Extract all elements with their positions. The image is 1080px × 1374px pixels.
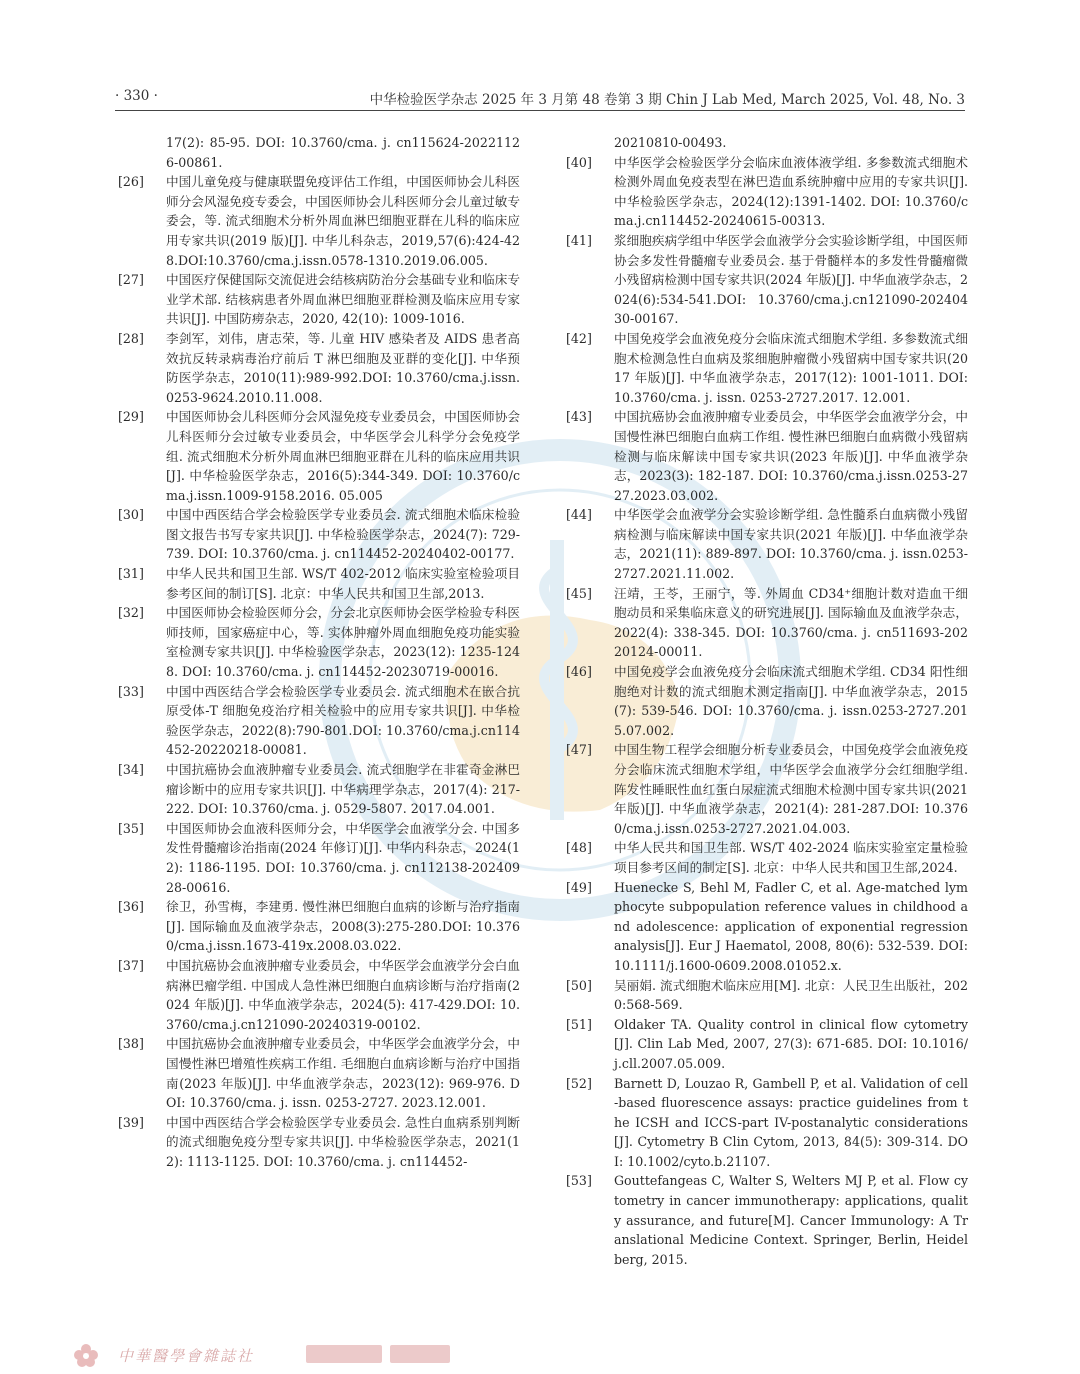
reference-number: [27] (118, 272, 144, 288)
reference-text: 中国中西医结合学会检验医学专业委员会. 急性白血病系别判断的流式细胞免疫分型专家共识[J]. 中华检验医学杂志，2021(12): 1113-1125. DOI: 10.3760/cma. j. cn114452- (166, 1114, 520, 1169)
reference-number: [50] (566, 977, 592, 993)
journal-citation: 中华检验医学杂志 2025 年 3 月第 48 卷第 3 期 Chin J Lab Med, March 2025, Vol. 48, No. 3 (369, 92, 965, 108)
reference-number: [33] (118, 683, 144, 699)
reference-text: Gouttefangeas C, Walter S, Welters MJ P, et al. Flow cytometry in cancer immunotherapy: applications, quality assurance, and future[M]. Cancer Immunology: A Translational Medicine Context. Springer, Berlin, Heidelberg, 2015. (614, 1173, 968, 1267)
reference-item (118, 329, 520, 407)
header-divider (115, 110, 965, 111)
footer-wechat-logo-icon (306, 1345, 382, 1363)
reference-number: [43] (566, 409, 592, 425)
reference-number: [39] (118, 1114, 144, 1130)
reference-number: [44] (566, 507, 592, 523)
reference-number: [42] (566, 330, 592, 346)
reference-item (118, 760, 520, 819)
reference-text: 浆细胞疾病学组中华医学会血液学分会实验诊断学组，中国医师协会多发性骨髓瘤专业委员会. 基于骨髓样本的多发性骨髓瘤微小残留病检测中国专家共识(2024 年版)[J]. 中华血液学杂志，2024(6):534-541.DOI: 10.3760/cma.j.cn121090-20240430-00167. (614, 232, 968, 327)
reference-text: 中国生物工程学会细胞分析专业委员会，中国免疫学会血液免疫分会临床流式细胞术学组，中华医学会血液学分会红细胞学组. 阵发性睡眠性血红蛋白尿症流式细胞术检测中国专家共识(2021 年版)[J]. 中华血液学杂志，2021(4): 281-287.DOI: 10.3760/cma.j.issn.0253-2727.2021.04.003. (614, 742, 968, 836)
reference-item (566, 740, 968, 838)
reference-item (566, 878, 968, 976)
reference-item (566, 584, 968, 662)
reference-number: [31] (118, 566, 144, 582)
reference-text: Barnett D, Louzao R, Gambell P, et al. Validation of cell-based fluorescence assays: practice guidelines from the ICSH and ICCS-part IV-postanalytic considerations[J]. Cytometry B Clin Cytom, 2013, 84(5): 309-314. DOI: 10.1002/cyto.b.21107. (614, 1075, 968, 1169)
reference-item (118, 819, 520, 897)
running-header (115, 86, 965, 110)
reference-item (566, 1015, 968, 1074)
reference-list-left (118, 172, 520, 1171)
reference-item (118, 564, 520, 603)
reference-continuation: 20210810-00493. (614, 135, 727, 150)
flower-logo-icon (72, 1342, 100, 1368)
reference-number: [35] (118, 820, 144, 836)
reference-text: 中国医师协会血液科医师分会，中华医学会血液学分会. 中国多发性骨髓瘤诊治指南(2024 年修订)[J]. 中华内科杂志，2024(12): 1186-1195. DOI: 10.3760/cma. j. cn112138-20240928-00616. (166, 820, 520, 895)
reference-number: [41] (566, 232, 592, 248)
reference-number: [47] (566, 742, 592, 758)
reference-item (566, 505, 968, 583)
reference-number: [49] (566, 879, 592, 895)
reference-text: 中国抗癌协会血液肿瘤专业委员会，中华医学会血液学分会，中国慢性淋巴细胞白血病工作组. 慢性淋巴细胞白血病微小残留病检测与临床解读中国专家共识(2023 年版)[J]. 中华血液学杂志，2023(3): 182-187. DOI: 10.3760/cma.j.issn.0253-2727.2023.03.002. (614, 409, 968, 503)
reference-number: [38] (118, 1036, 144, 1052)
reference-text: 汪靖，王苓，王丽宁，等. 外周血 CD34⁺细胞计数对造血干细胞动员和采集临床意义的研究进展[J]. 国际输血及血液学杂志，2022(4): 338-345. DOI: 10.3760/cma. j. cn511693-20220124-00011. (614, 585, 968, 660)
reference-text: 中国中西医结合学会检验医学专业委员会. 流式细胞术在嵌合抗原受体-T 细胞免疫治疗相关检验中的应用专家共识[J]. 中华检验医学杂志，2022(8):790-801.DOI: 10.3760/cma.j.cn114452-20220218-00081. (166, 683, 520, 758)
reference-item (118, 897, 520, 956)
reference-text: Oldaker TA. Quality control in clinical flow cytometry[J]. Clin Lab Med, 2007, 27(3): 671-685. DOI: 10.1016/j.cll.2007.05.009. (614, 1016, 968, 1071)
reference-number: [45] (566, 585, 592, 601)
publisher-name: 中華醫學會雜誌社 (118, 1347, 255, 1365)
reference-text: 中国抗癌协会血液肿瘤专业委员会，中华医学会血液学分会，中国慢性淋巴增殖性疾病工作组. 毛细胞白血病诊断与治疗中国指南(2023 年版)[J]. 中华血液学杂志，2023(12): 969-976. DOI: 10.3760/cma. j. issn. 0253-2727. 2023.12.001. (166, 1036, 520, 1111)
reference-text: 徐卫，孙雪梅，李建勇. 慢性淋巴细胞白血病的诊断与治疗指南[J]. 国际输血及血液学杂志，2008(3):275-280.DOI: 10.3760/cma.j.issn.1673-419x.2008.03.022. (166, 899, 520, 954)
reference-number: [29] (118, 409, 144, 425)
reference-item (118, 1034, 520, 1112)
reference-number: [26] (118, 174, 144, 190)
publisher-footer (72, 1342, 512, 1368)
reference-text: 中国医师协会儿科医师分会风湿免疫专业委员会，中国医师协会儿科医师分会过敏专业委员会，中华医学会儿科学分会免疫学组. 流式细胞术分析外周血淋巴细胞亚群在儿科的临床应用共识[J]. 中华检验医学杂志，2016(5):344-349. DOI: 10.3760/cma.j.issn.1009-9158.2016. 05.005 (166, 409, 520, 503)
reference-item (118, 407, 520, 505)
reference-item (566, 1171, 968, 1269)
reference-item (566, 231, 968, 329)
reference-number: [30] (118, 507, 144, 523)
reference-text: 中国医疗保健国际交流促进会结核病防治分会基础专业和临床专业学术部. 结核病患者外周血淋巴细胞亚群检测及临床应用专家共识[J]. 中国防痨杂志，2020, 42(10): 1009-1016. (166, 272, 520, 327)
reference-number: [53] (566, 1173, 592, 1189)
reference-item (566, 153, 968, 231)
reference-text: 中华人民共和国卫生部. WS/T 402-2012 临床实验室检验项目参考区间的制订[S]. 北京：中华人民共和国卫生部,2013. (166, 566, 520, 601)
reference-item (566, 407, 968, 505)
reference-item (566, 662, 968, 740)
footer-brand-logo-icon (390, 1345, 450, 1363)
reference-text: 中国儿童免疫与健康联盟免疫评估工作组，中国医师协会儿科医师分会风湿免疫专委会，中国医师协会儿科医师分会儿童过敏专委会，等. 流式细胞术分析外周血淋巴细胞亚群在儿科的临床应用专家共识(2019 版)[J]. 中华儿科杂志，2019,57(6):424-428.DOI:10.3760/cma.j.issn.0578-1310.2019.06.005. (166, 174, 520, 268)
page-number: · 330 · (115, 88, 158, 104)
reference-item (566, 838, 968, 877)
reference-number: [34] (118, 762, 144, 777)
reference-text: 中华医学会检验医学分会临床血液体液学组. 多参数流式细胞术检测外周血免疫表型在淋巴造血系统肿瘤中应用的专家共识[J]. 中华检验医学杂志，2024(12):1391-1402. DOI: 10.3760/cma.j.cn114452-20240615-00313. (614, 154, 968, 229)
reference-item (118, 1113, 520, 1172)
reference-number: [46] (566, 664, 592, 680)
reference-list-right (566, 153, 968, 1270)
reference-item (118, 956, 520, 1034)
reference-text: 中国抗癌协会血液肿瘤专业委员会，中华医学会血液学分会白血病淋巴瘤学组. 中国成人急性淋巴细胞白血病诊断与治疗指南(2024 年版)[J]. 中华血液学杂志，2024(5): 417-429.DOI: 10.3760/cma.j.cn121090-20240319-00102. (166, 957, 520, 1032)
reference-item (118, 172, 520, 270)
reference-item (566, 1074, 968, 1172)
reference-number: [28] (118, 330, 144, 346)
reference-text: 中华人民共和国卫生部. WS/T 402-2024 临床实验室定量检验项目参考区间的制定[S]. 北京：中华人民共和国卫生部,2024. (614, 840, 968, 875)
reference-item (118, 270, 520, 329)
reference-text: 中国免疫学会血液免疫分会临床流式细胞术学组. CD34 阳性细胞绝对计数的流式细胞术测定指南[J]. 中华血液学杂志，2015(7): 539-546. DOI: 10.3760/cma. j. issn.0253-2727.2015.07.002. (614, 664, 968, 738)
reference-number: [36] (118, 899, 144, 915)
reference-item (118, 505, 520, 564)
reference-item (118, 682, 520, 760)
reference-text: 李剑军，刘伟，唐志荣，等. 儿童 HIV 感染者及 AIDS 患者高效抗反转录病毒治疗前后 T 淋巴细胞及亚群的变化[J]. 中华预防医学杂志，2010(11):989-992.DOI: 10.3760/cma.j.issn.0253-9624.2010.11.008. (166, 330, 520, 405)
reference-item (566, 976, 968, 1015)
reference-number: [40] (566, 154, 592, 170)
reference-continuation: 17(2): 85-95. DOI: 10.3760/cma. j. cn115624-20221126-00861. (166, 135, 520, 170)
reference-number: [52] (566, 1075, 592, 1091)
reference-text: 中国抗癌协会血液肿瘤专业委员会. 流式细胞学在非霍奇金淋巴瘤诊断中的应用专家共识[J]. 中华病理学杂志，2017(4): 217-222. DOI: 10.3760/cma. j. 0529-5807. 2017.04.001. (166, 762, 520, 817)
reference-text: 吴丽娟. 流式细胞术临床应用[M]. 北京：人民卫生出版社，2020:568-569. (614, 977, 968, 1013)
left-column (118, 133, 520, 1171)
reference-item (118, 603, 520, 681)
right-column (566, 133, 968, 1269)
reference-item (566, 329, 968, 407)
reference-text: 中国中西医结合学会检验医学专业委员会. 流式细胞术临床检验图文报告书写专家共识[J]. 中华检验医学杂志，2024(7): 729-739. DOI: 10.3760/cma. j. cn114452-20240402-00177. (166, 507, 520, 562)
reference-number: [51] (566, 1016, 592, 1032)
reference-text: 中国免疫学会血液免疫分会临床流式细胞术学组. 多参数流式细胞术检测急性白血病及浆细胞肿瘤微小残留病中国专家共识(2017 年版)[J]. 中华血液学杂志，2017(12): 1001-1011. DOI: 10.3760/cma. j. issn. 0253-2727.2017. 12.001. (614, 330, 968, 405)
reference-number: [37] (118, 957, 144, 973)
reference-text: 中国医师协会检验医师分会，分会北京医师协会医学检验专科医师技师，国家癌症中心，等. 实体肿瘤外周血细胞免疫功能实验室检测专家共识[J]. 中华检验医学杂志，2023(12): 1235-1248. DOI: 10.3760/cma. j. cn114452-20230719-00016. (166, 605, 520, 680)
reference-number: [32] (118, 605, 144, 621)
reference-text: 中华医学会血液学分会实验诊断学组. 急性髓系白血病微小残留病检测与临床解读中国专家共识(2021 年版)[J]. 中华血液学杂志，2021(11): 889-897. DOI: 10.3760/cma. j. issn.0253-2727.2021.11.002. (614, 507, 968, 582)
reference-text: Huenecke S, Behl M, Fadler C, et al. Age-matched lymphocyte subpopulation reference values in childhood and adolescence: application of exponential regression analysis[J]. Eur J Haematol, 2008, 80(6): 532-539. DOI: 10.1111/j.1600-0609.2008.01052.x. (614, 879, 968, 973)
reference-number: [48] (566, 840, 592, 856)
